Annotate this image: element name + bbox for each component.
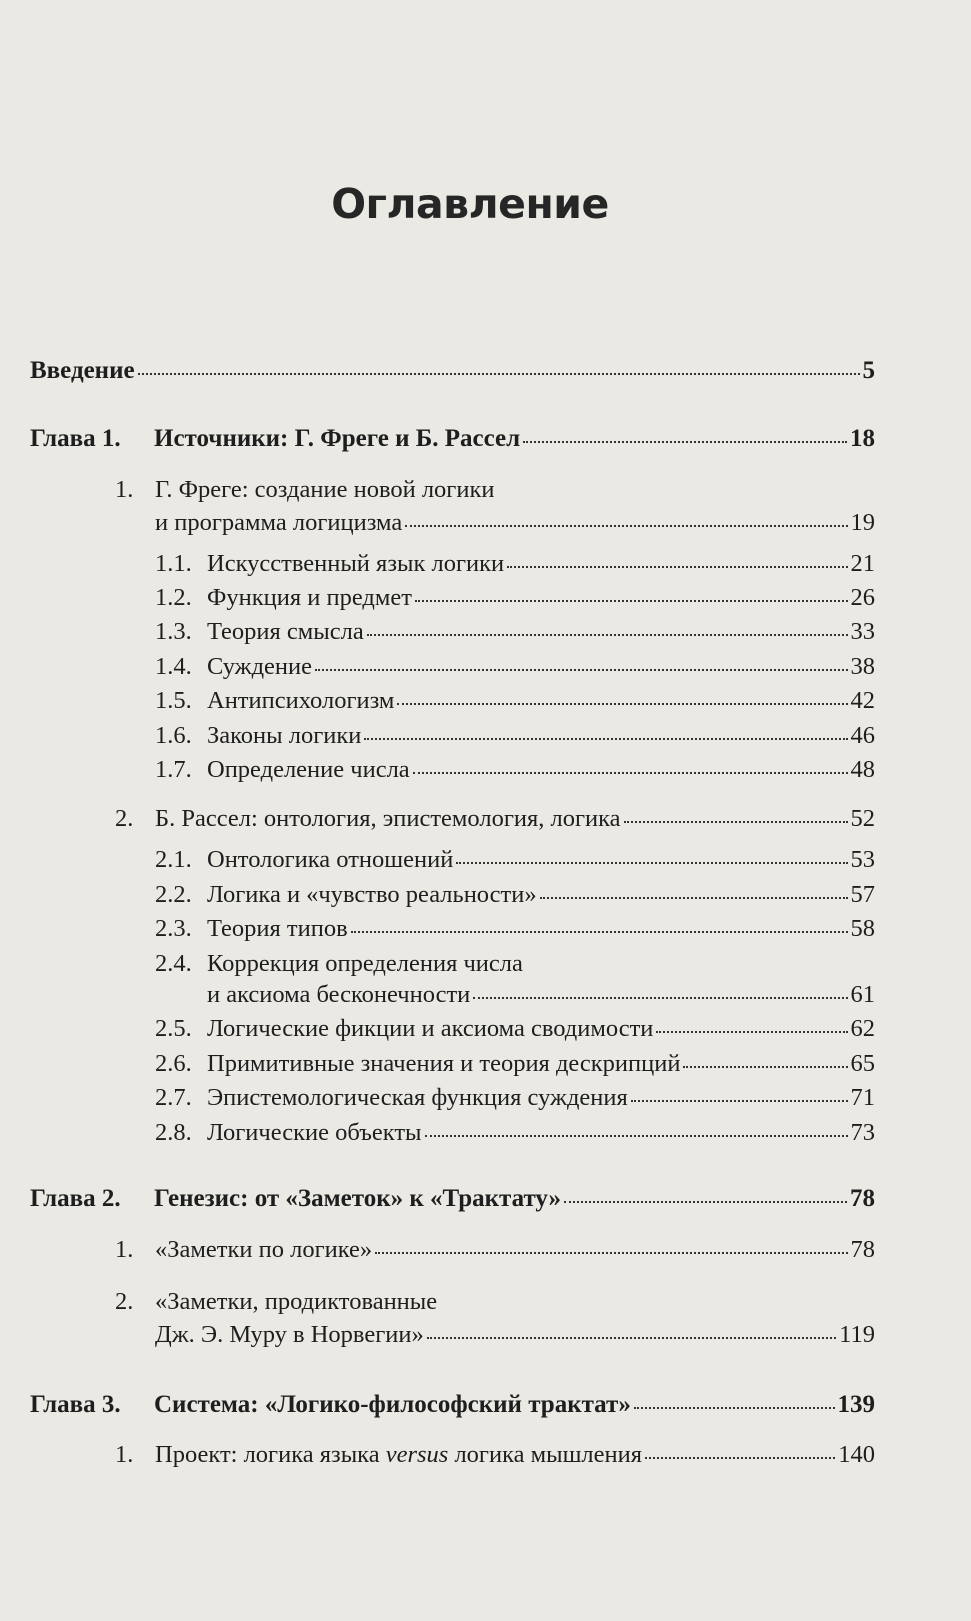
toc-page-number: 71 bbox=[850, 1084, 875, 1111]
toc-page-number: 140 bbox=[838, 1441, 875, 1468]
leader-dots bbox=[375, 1251, 847, 1254]
toc-entry-chapter-3[interactable] bbox=[30, 1390, 875, 1420]
toc-entry-text: Проект: логика языка versus логика мышления bbox=[155, 1441, 643, 1468]
toc-entry-text: Определение числа bbox=[207, 756, 410, 783]
toc-page-number: 53 bbox=[850, 846, 875, 873]
leader-dots bbox=[523, 440, 847, 443]
leader-dots bbox=[564, 1200, 847, 1203]
leader-dots bbox=[413, 771, 848, 774]
toc-entry-text: Функция и предмет bbox=[207, 584, 412, 611]
leader-dots bbox=[473, 996, 847, 999]
leader-dots bbox=[397, 702, 847, 705]
leader-dots bbox=[631, 1099, 848, 1102]
toc-entry-text: Логические объекты bbox=[207, 1119, 422, 1146]
toc-subsection-number: 1.4. bbox=[155, 653, 192, 680]
toc-page-number: 46 bbox=[850, 722, 875, 749]
toc-entry-chapter-1[interactable] bbox=[30, 424, 875, 454]
toc-entry-2-6[interactable] bbox=[155, 1049, 875, 1079]
toc-page-number: 119 bbox=[839, 1321, 875, 1348]
toc-page-number: 73 bbox=[850, 1119, 875, 1146]
toc-entry-1-4[interactable] bbox=[155, 652, 875, 682]
toc-subsection-number: 2.8. bbox=[155, 1119, 192, 1146]
toc-entry-text: Генезис: от «Заметок» к «Трактату» bbox=[154, 1185, 562, 1212]
toc-entry-2-8[interactable] bbox=[155, 1118, 875, 1148]
leader-dots bbox=[415, 599, 848, 602]
toc-entry-2-3[interactable] bbox=[155, 914, 875, 944]
toc-subsection-number: 1.5. bbox=[155, 687, 192, 714]
toc-entry-text-line-1: 2. «Заметки, продиктованные bbox=[115, 1288, 438, 1315]
toc-chapter-number: Глава 1. bbox=[30, 425, 121, 452]
toc-page-number: 61 bbox=[850, 981, 875, 1008]
toc-entry-ch2-section-2[interactable] bbox=[155, 1320, 875, 1350]
toc-entry-text: Система: «Логико-философский трактат» bbox=[154, 1391, 631, 1418]
toc-entry-1-2[interactable] bbox=[155, 583, 875, 613]
toc-page-number: 57 bbox=[850, 881, 875, 908]
toc-chapter-number: Глава 3. bbox=[30, 1391, 121, 1418]
toc-subsection-number: 2.7. bbox=[155, 1084, 192, 1111]
toc-entry-text: и программа логицизма bbox=[155, 509, 403, 536]
toc-entry-text: Законы логики bbox=[207, 722, 362, 749]
leader-dots bbox=[656, 1030, 847, 1033]
toc-entry-text: Теория смысла bbox=[207, 618, 364, 645]
toc-subsection-number: 1.7. bbox=[155, 756, 192, 783]
leader-dots bbox=[645, 1456, 835, 1459]
toc-page-number: 18 bbox=[850, 425, 875, 452]
toc-page-number: 5 bbox=[862, 357, 875, 384]
toc-section-number: 1. bbox=[115, 1441, 134, 1468]
toc-entry-text: Суждение bbox=[207, 653, 313, 680]
toc-entry-text: Искусственный язык логики bbox=[207, 550, 505, 577]
toc-page-number: 52 bbox=[850, 805, 875, 832]
leader-dots bbox=[624, 820, 848, 823]
toc-entry-text: Онтологика отношений bbox=[207, 846, 454, 873]
toc-subsection-number: 2.6. bbox=[155, 1050, 192, 1077]
toc-subsection-number: 2.5. bbox=[155, 1015, 192, 1042]
italic-word: versus bbox=[385, 1441, 449, 1468]
toc-subsection-number: 1.6. bbox=[155, 722, 192, 749]
toc-entry-2-7[interactable] bbox=[155, 1083, 875, 1113]
toc-entry-chapter-2[interactable] bbox=[30, 1184, 875, 1214]
toc-entry-text-line-1: 1. Г. Фреге: создание новой логики bbox=[115, 476, 495, 503]
toc-entry-1-5[interactable] bbox=[155, 686, 875, 716]
toc-entry-1-7[interactable] bbox=[155, 755, 875, 785]
toc-entry-text: Теория типов bbox=[207, 915, 348, 942]
toc-entry-text: и аксиома бесконечности bbox=[207, 981, 471, 1008]
leader-dots bbox=[364, 737, 847, 740]
leader-dots bbox=[683, 1065, 847, 1068]
leader-dots bbox=[425, 1134, 848, 1137]
toc-page-number: 21 bbox=[850, 550, 875, 577]
toc-page-number: 78 bbox=[850, 1185, 875, 1212]
toc-entry-ch3-section-1[interactable] bbox=[115, 1440, 875, 1470]
leader-dots bbox=[456, 861, 847, 864]
leader-dots bbox=[405, 524, 847, 527]
leader-dots bbox=[634, 1406, 835, 1409]
toc-subsection-number: 1.2. bbox=[155, 584, 192, 611]
toc-subsection-number: 2.3. bbox=[155, 915, 192, 942]
leader-dots bbox=[138, 372, 860, 375]
toc-entry-text: Антипсихологизм bbox=[207, 687, 395, 714]
toc-page-number: 42 bbox=[850, 687, 875, 714]
toc-section-number: 2. bbox=[115, 1288, 134, 1315]
leader-dots bbox=[507, 565, 847, 568]
toc-subsection-number: 1.1. bbox=[155, 550, 192, 577]
toc-page-number: 38 bbox=[850, 653, 875, 680]
toc-section-number: 2. bbox=[115, 805, 134, 832]
toc-entry-text: Дж. Э. Муру в Норвегии» bbox=[155, 1321, 424, 1348]
leader-dots bbox=[427, 1336, 836, 1339]
toc-page-number: 65 bbox=[850, 1050, 875, 1077]
toc-subsection-number: 1.3. bbox=[155, 618, 192, 645]
toc-page-number: 62 bbox=[850, 1015, 875, 1042]
toc-entry-text: Логические фикции и аксиома сводимости bbox=[207, 1015, 654, 1042]
toc-entry-text: Примитивные значения и теория дескрипций bbox=[207, 1050, 681, 1077]
leader-dots bbox=[540, 896, 848, 899]
toc-entry-1-6[interactable] bbox=[155, 721, 875, 751]
toc-page-number: 58 bbox=[850, 915, 875, 942]
toc-entry-section-1[interactable] bbox=[155, 508, 875, 538]
toc-page-number: 48 bbox=[850, 756, 875, 783]
leader-dots bbox=[351, 930, 848, 933]
toc-entry-2-1[interactable] bbox=[155, 845, 875, 875]
toc-entry-introduction[interactable] bbox=[30, 356, 875, 386]
toc-entry-text: Введение bbox=[30, 357, 135, 384]
toc-section-number: 1. bbox=[115, 1236, 134, 1263]
toc-entry-section-2[interactable] bbox=[115, 804, 875, 834]
toc-page-number: 78 bbox=[850, 1236, 875, 1263]
toc-entry-text: Источники: Г. Фреге и Б. Рассел bbox=[154, 425, 521, 452]
toc-page-number: 19 bbox=[850, 509, 875, 536]
toc-entry-1-3[interactable] bbox=[155, 617, 875, 647]
toc-chapter-number: Глава 2. bbox=[30, 1185, 121, 1212]
toc-entry-text: «Заметки по логике» bbox=[155, 1236, 373, 1263]
toc-entry-ch2-section-1[interactable] bbox=[115, 1235, 875, 1265]
toc-subsection-number: 2.4. bbox=[155, 950, 192, 977]
toc-page-number: 33 bbox=[850, 618, 875, 645]
page-title: Оглавление bbox=[331, 180, 609, 228]
toc-page-number: 139 bbox=[837, 1391, 875, 1418]
toc-page-number: 26 bbox=[850, 584, 875, 611]
leader-dots bbox=[367, 633, 848, 636]
toc-entry-text: Эпистемологическая функция суждения bbox=[207, 1084, 628, 1111]
toc-entry-text-line-1: 2.4. Коррекция определения числа bbox=[155, 950, 523, 977]
toc-entry-2-2[interactable] bbox=[155, 880, 875, 910]
toc-subsection-number: 2.1. bbox=[155, 846, 192, 873]
toc-section-number: 1. bbox=[115, 476, 134, 503]
toc-entry-text: Б. Рассел: онтология, эпистемология, логика bbox=[155, 805, 621, 832]
toc-entry-2-4[interactable] bbox=[207, 980, 875, 1010]
toc-entry-2-5[interactable] bbox=[155, 1014, 875, 1044]
leader-dots bbox=[315, 668, 847, 671]
toc-subsection-number: 2.2. bbox=[155, 881, 192, 908]
toc-entry-1-1[interactable] bbox=[155, 549, 875, 579]
toc-entry-text: Логика и «чувство реальности» bbox=[207, 881, 537, 908]
